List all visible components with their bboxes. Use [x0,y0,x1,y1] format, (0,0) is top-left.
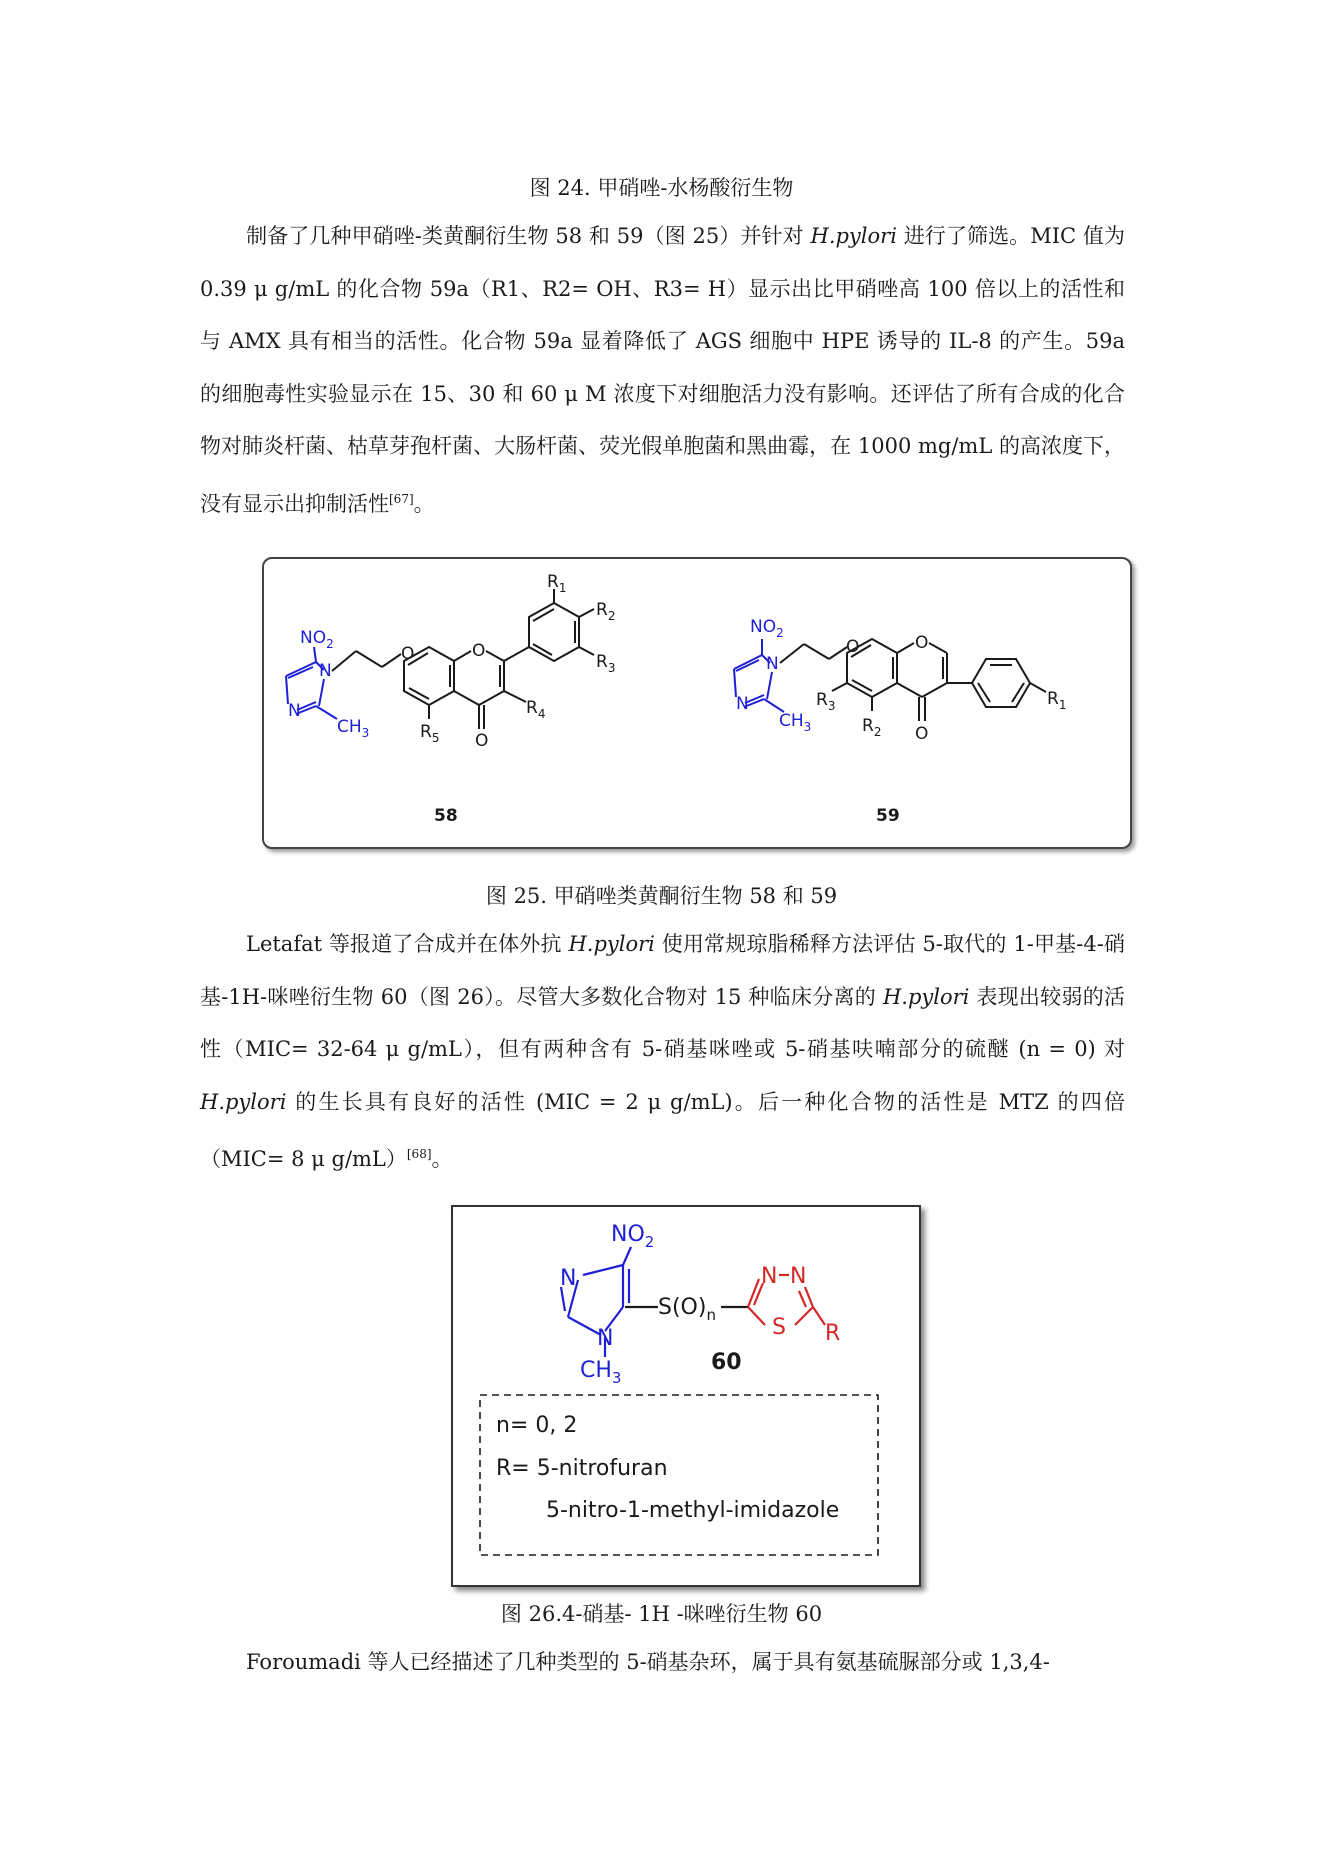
r1-59-label: $R_1$ [1047,689,1067,712]
thiadiazole-n1-label: N [761,1264,778,1289]
r4-58-label: $R_4$ [526,698,546,721]
n3-58-label: N [288,701,301,721]
r-values-line2: 5-nitro-1-methyl-imidazole [546,1498,840,1523]
r3-59-label: $R_3$ [816,690,836,713]
para2-text-e: 。 [431,1147,453,1171]
r-values-line1: R= 5-nitrofuran [496,1456,668,1481]
para2-text-a: Letafat 等报道了合成并在体外抗 [246,932,569,956]
carbonyl-o-58-label: O [475,731,489,751]
n-values: n= 0, 2 [496,1413,578,1438]
n1-58-label: N [319,661,332,681]
para3-text: Foroumadi 等人已经描述了几种类型的 5-硝基杂环，属于具有氨基硫脲部分或 1,3,4- [246,1650,1050,1674]
imidazole-60-bonds [561,1247,631,1357]
ring-o-58-label: O [472,641,486,661]
n3-59-label: N [736,694,749,714]
ring-o-59-label: O [915,633,929,653]
figure-24-caption: 图 24. 甲硝唑-水杨酸衍生物 [529,176,794,200]
r5-58-label: $R_5$ [420,722,440,745]
para1-reference: [67] [389,491,414,506]
ch3-59-label: $CH_3$ [779,711,812,734]
compound-58-number: 58 [434,806,458,826]
compound-60-blue-labels [560,1222,654,1387]
para1-text-b: 进行了筛选。MIC 值为 0.39 μ g/mL 的化合物 59a（R1、R2= OH、R3= H）显示出比甲硝唑高 100 倍以上的活性和与 AMX 具有相当的活性。化合物 59a 显着降低了 AGS 细胞中 HPE 诱导的 IL-8 的产生。59a 的细胞毒性实验显示在 15、30 和 60 μ M 浓度下对细胞活力没有影响。还评估了所有合成的化合物对肺炎杆菌、枯草芽孢杆菌、大肠杆菌、荧光假单胞菌和黑曲霉，在 1000 mg/mL 的高浓度下，没有显示出抑制活性 [200,224,1125,516]
carbonyl-o-59-label: O [915,724,929,744]
figure-25-box [262,557,1132,849]
figure-26-caption: 图 26.4-硝基- 1H -咪唑衍生物 60 [500,1602,823,1626]
compound-59-blue-labels [736,617,811,734]
compound-59-number: 59 [876,806,900,826]
no2-60-label: $NO_2$ [611,1222,655,1251]
para1-text-a: 制备了几种甲硝唑-类黄酮衍生物 58 和 59（图 25）并针对 [246,224,811,248]
n3-60-label: N [560,1266,577,1291]
para2-italic-a: H.pylori [568,932,655,956]
n1-59-label: N [766,654,779,674]
figure-25-structures [264,559,1130,847]
compound-58-labels [401,572,615,826]
para2-italic-b: H.pylori [882,984,970,1009]
para2-text-b: 使用常规琼脂稀释方法评估 5-取代的 1-甲基-4-硝基-1H-咪唑衍生物 60（图 26）。尽管大多数化合物对 15 种临床分离的 [200,932,1125,1009]
compound-58-blue-labels [288,628,369,740]
compound-58-bonds [332,589,594,729]
substituent-legend [496,1413,839,1523]
para2-text-c: 表现出较弱的活性（MIC= 32-64 μ g/mL），但有两种含有 5-硝基咪唑或 5-硝基呋喃部分的硫醚 (n = 0) 对 [200,984,1125,1061]
thiadiazole-labels [761,1264,840,1346]
figure-26-structure [453,1207,919,1585]
r1-58-label: $R_1$ [547,572,567,595]
r2-58-label: $R_2$ [596,600,616,623]
r2-59-label: $R_2$ [862,716,882,739]
ch3-60-label: $CH_3$ [580,1358,622,1387]
no2-58-label: $NO_2$ [300,628,334,651]
thiadiazole-n2-label: N [790,1264,807,1289]
compound-59-labels [816,633,1066,826]
r-bond [813,1307,825,1325]
ch3-58-label: $CH_3$ [337,717,370,740]
paragraph-1 [200,210,1125,530]
ether-o-59-label: O [846,637,860,657]
para2-italic-c: H.pylori [200,1089,287,1114]
para2-text-d: 的生长具有良好的活性 (MIC = 2 μ g/mL)。后一种化合物的活性是 MTZ 的四倍（MIC= 8 μ g/mL） [200,1089,1125,1171]
no2-59-label: $NO_2$ [750,617,784,640]
n1-60-label: N [597,1326,614,1351]
compound-60-number: 60 [711,1350,742,1375]
figure-26-box [451,1205,921,1587]
paragraph-2 [200,918,1125,1186]
ether-o-58-label: O [401,644,415,664]
r3-58-label: $R_3$ [596,652,616,675]
para1-italic: H.pylori [810,224,897,248]
sulfinyl-label: $S(O)_n$ [658,1295,716,1324]
para1-text-c: 。 [413,491,435,516]
figure-25-caption: 图 25. 甲硝唑类黄酮衍生物 58 和 59 [485,884,838,908]
para2-reference: [68] [406,1147,432,1161]
paragraph-3 [200,1636,1125,1689]
r-60-label: R [825,1321,841,1346]
thiadiazole-s-label: S [772,1315,786,1340]
